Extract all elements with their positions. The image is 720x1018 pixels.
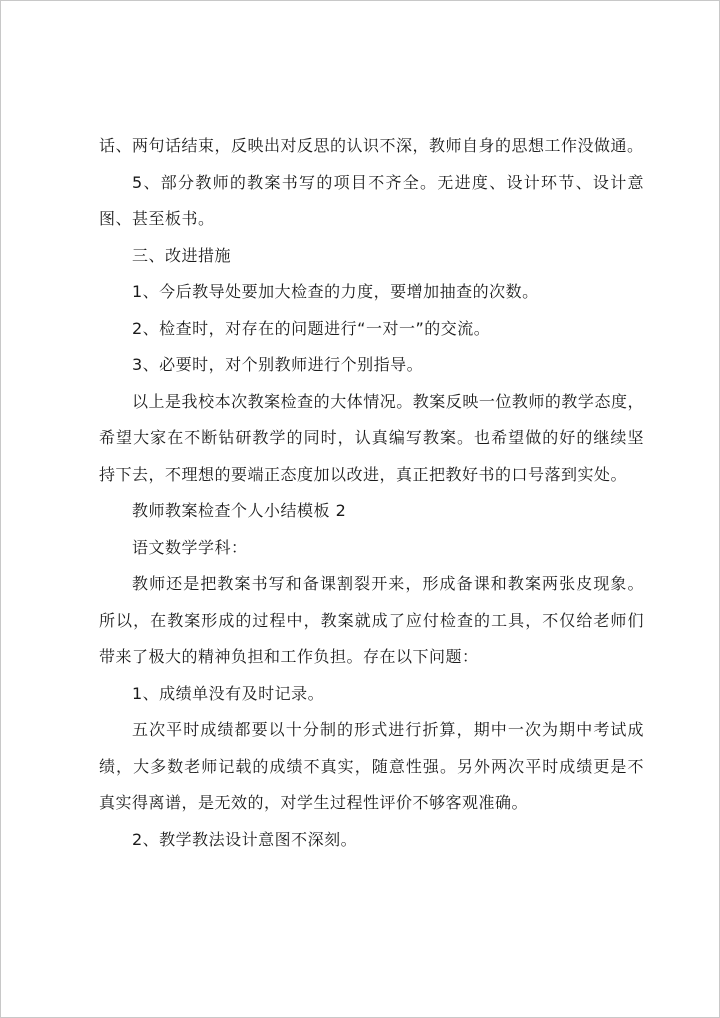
text-line: 三、改进措施 — [132, 245, 232, 265]
text-line: 1、今后教导处要加大检查的力度，要增加抽查的次数。 — [132, 282, 539, 301]
document-body — [99, 128, 644, 858]
text-line: 希望大家在不断钻研教学的同时，认真编写教案。也希望做的好的继续坚 — [99, 428, 644, 447]
text-line: 图、甚至板书。 — [99, 209, 215, 228]
text-line: 以上是我校本次教案检查的大体情况。教案反映一位教师的教学态度， — [132, 391, 644, 411]
text-line: 1、成绩单没有及时记录。 — [132, 683, 325, 703]
text-line: 绩，大多数老师记载的成绩不真实，随意性强。另外两次平时成绩更是不 — [99, 756, 644, 776]
text-line: 2、检查时，对存在的问题进行“一对一”的交流。 — [132, 318, 491, 338]
text-line: 3、必要时，对个别教师进行个别指导。 — [132, 355, 424, 374]
text-line: 话、两句话结束，反映出对反思的认识不深，教师自身的思想工作没做通。 — [99, 136, 644, 155]
text-line: 教师还是把教案书写和备课割裂开来，形成备课和教案两张皮现象。 — [132, 574, 644, 593]
text-line: 语文数学学科： — [132, 537, 248, 557]
text-line: 带来了极大的精神负担和工作负担。存在以下问题： — [99, 647, 479, 666]
text-line: 所以，在教案形成的过程中，教案就成了应付检查的工具，不仅给老师们 — [99, 610, 644, 630]
text-line: 五次平时成绩都要以十分制的形式进行折算，期中一次为期中考试成 — [132, 720, 644, 739]
text-line: 5、部分教师的教案书写的项目不齐全。无进度、设计环节、设计意 — [132, 172, 644, 192]
text-line: 教师教案检查个人小结模板 2 — [132, 501, 347, 520]
text-line: 2、教学教法设计意图不深刻。 — [132, 829, 358, 849]
text-line: 持下去，不理想的要端正态度加以改进，真正把教好书的口号落到实处。 — [99, 464, 628, 484]
text-line: 真实得离谱，是无效的，对学生过程性评价不够客观准确。 — [99, 793, 529, 812]
